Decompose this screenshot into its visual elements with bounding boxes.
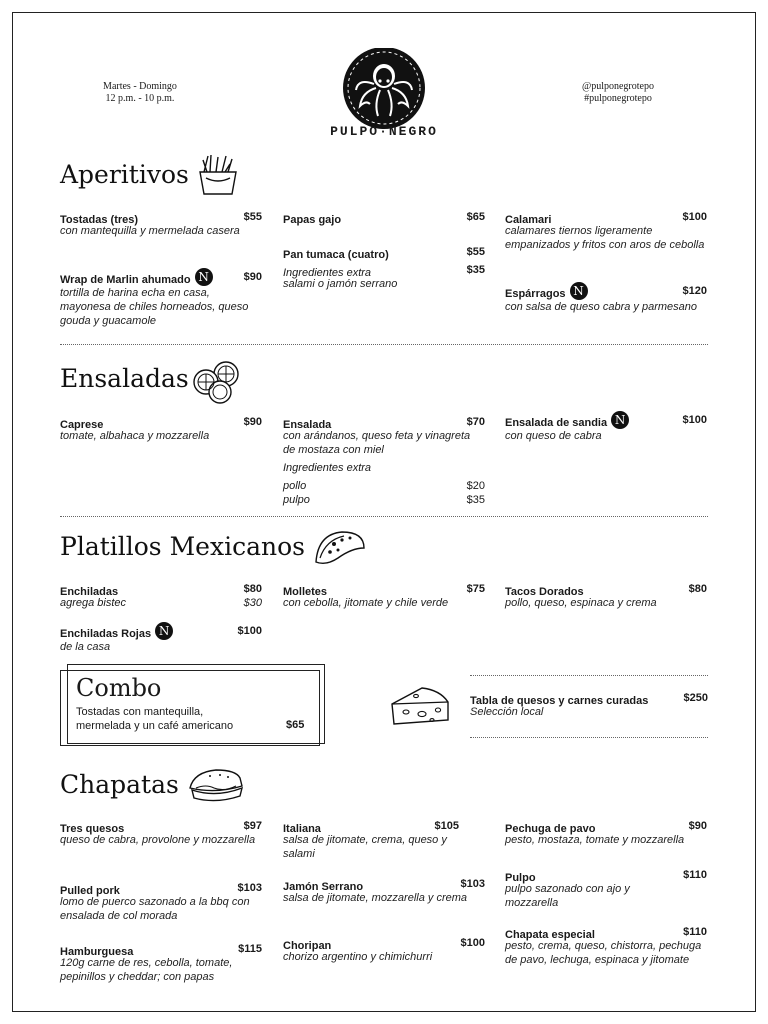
item-price: $103 xyxy=(460,878,485,890)
section-divider xyxy=(60,344,708,345)
item-desc: con arándanos, queso feta y vinagreta de mostaza con miel xyxy=(283,430,471,456)
menu-item xyxy=(470,691,708,719)
menu-item xyxy=(283,415,485,507)
item-name: Pulpo xyxy=(505,872,536,884)
menu-item xyxy=(60,624,262,654)
item-desc: salsa de jitomate, mozzarella y crema xyxy=(283,892,468,904)
item-desc: Selección local xyxy=(470,706,544,718)
section-divider xyxy=(470,675,708,676)
item-price: $55 xyxy=(243,211,262,223)
extra-name: pollo xyxy=(283,480,307,492)
addon-price: $30 xyxy=(243,597,262,609)
menu-item xyxy=(505,868,707,910)
item-price: $90 xyxy=(243,271,262,283)
menu-item xyxy=(60,210,262,238)
item-price: $80 xyxy=(688,583,707,595)
combo-price: $65 xyxy=(286,719,305,731)
item-name: Ingredientes extra xyxy=(283,267,372,279)
item-desc: tortilla de harina echa en casa, mayonesa de chiles horneados, queso gouda y guacamole xyxy=(60,287,249,327)
item-desc: salami o jamón serrano xyxy=(283,278,398,290)
section-title-ensaladas: Ensaladas xyxy=(60,364,189,393)
item-desc: salsa de jitomate, crema, queso y salami xyxy=(283,834,447,860)
signature-badge: N xyxy=(155,622,173,640)
extra-price: $20 xyxy=(466,480,485,492)
menu-item xyxy=(505,819,707,847)
item-desc: pesto, mostaza, tomate y mozzarella xyxy=(505,834,685,846)
menu-item xyxy=(60,415,262,443)
section-divider xyxy=(470,737,708,738)
menu-item xyxy=(283,210,485,224)
extra-row xyxy=(283,493,485,507)
item-name: Wrap de Marlin ahumado xyxy=(60,274,191,287)
item-name: Ensalada xyxy=(283,419,332,431)
cheese-icon xyxy=(388,684,452,728)
item-name: Pulled pork xyxy=(60,885,120,897)
menu-item xyxy=(505,284,707,314)
menu-item xyxy=(283,819,459,861)
item-price: $100 xyxy=(682,414,707,426)
menu-item-extra xyxy=(283,263,485,291)
item-desc: agrega bistec xyxy=(60,597,127,609)
item-desc: lomo de puerco sazonado a la bbq con ensalada de col morada xyxy=(60,896,250,922)
sandwich-icon xyxy=(186,764,246,804)
item-desc: con cebolla, jitomate y chile verde xyxy=(283,597,449,609)
menu-item xyxy=(60,582,262,610)
item-desc: con mantequilla y mermelada casera xyxy=(60,225,240,237)
menu-item xyxy=(283,877,485,905)
menu-item xyxy=(505,413,707,443)
section-title-aperitivos: Aperitivos xyxy=(60,160,189,189)
item-price: $103 xyxy=(237,882,262,894)
combo-desc xyxy=(76,705,276,733)
signature-badge: N xyxy=(195,268,213,286)
menu-item xyxy=(505,582,707,610)
item-name: Chapata especial xyxy=(505,929,595,941)
combo-desc-line: mermelada y un café americano xyxy=(76,720,234,732)
item-name: Molletes xyxy=(283,586,328,598)
item-desc: con queso de cabra xyxy=(505,430,602,442)
taco-icon xyxy=(312,528,368,568)
item-name: Pechuga de pavo xyxy=(505,823,596,835)
item-name: Caprese xyxy=(60,419,104,431)
item-name: Enchiladas Rojas xyxy=(60,628,152,641)
combo-title: Combo xyxy=(76,674,162,702)
section-title-mexicanos: Platillos Mexicanos xyxy=(60,532,305,561)
item-price: $110 xyxy=(683,926,707,938)
item-desc: tomate, albahaca y mozzarella xyxy=(60,430,210,442)
item-price: $90 xyxy=(688,820,707,832)
item-price: $90 xyxy=(243,416,262,428)
opening-hours xyxy=(50,81,230,105)
item-name: Tostadas (tres) xyxy=(60,214,139,226)
item-price: $35 xyxy=(466,264,485,276)
combo-desc-line: Tostadas con mantequilla, xyxy=(76,706,204,718)
item-price: $55 xyxy=(466,246,485,258)
item-price: $250 xyxy=(683,692,708,704)
menu-item xyxy=(283,245,485,259)
item-desc: pesto, crema, queso, chistorra, pechuga de pavo, lechuga, espinaca y jitomate xyxy=(505,940,702,966)
item-desc: chorizo argentino y chimichurri xyxy=(283,951,433,963)
menu-item xyxy=(60,819,262,847)
item-name: Calamari xyxy=(505,214,552,226)
social-handle: @pulponegrotepo xyxy=(582,81,654,92)
item-price: $100 xyxy=(460,937,485,949)
item-desc: pulpo sazonado con ajo y mozzarella xyxy=(505,883,630,909)
menu-item xyxy=(60,270,262,328)
brand-name: PULPO·NEGRO xyxy=(330,124,438,139)
item-name: Tacos Dorados xyxy=(505,586,584,598)
item-price: $100 xyxy=(237,625,262,637)
menu-item xyxy=(505,925,707,967)
item-desc: calamares tiernos ligeramente empanizados y fritos con aros de cebolla xyxy=(505,225,705,251)
extra-name: pulpo xyxy=(283,494,310,506)
item-name: Ensalada de sandia xyxy=(505,417,608,430)
item-name: Jamón Serrano xyxy=(283,881,364,893)
item-price: $75 xyxy=(466,583,485,595)
section-title-chapatas: Chapatas xyxy=(60,770,179,799)
item-name: Espárragos xyxy=(505,288,566,301)
menu-item xyxy=(505,210,707,252)
item-desc: con salsa de queso cabra y parmesano xyxy=(505,301,698,313)
item-name: Hamburguesa xyxy=(60,946,134,958)
item-price: $100 xyxy=(682,211,707,223)
item-name: Choripan xyxy=(283,940,332,952)
opening-days: Martes - Domingo xyxy=(103,81,177,92)
signature-badge: N xyxy=(570,282,588,300)
item-name: Italiana xyxy=(283,823,321,835)
item-desc: de la casa xyxy=(60,641,111,653)
menu-item xyxy=(283,936,485,964)
item-price: $120 xyxy=(682,285,707,297)
item-price: $110 xyxy=(683,869,707,881)
item-price: $97 xyxy=(243,820,262,832)
item-price: $65 xyxy=(466,211,485,223)
item-name: Enchiladas xyxy=(60,586,119,598)
item-price: $115 xyxy=(238,943,262,955)
tomato-slices-icon xyxy=(192,360,242,404)
item-price: $105 xyxy=(434,820,459,832)
extra-row xyxy=(283,479,485,493)
item-desc: queso de cabra, provolone y mozzarella xyxy=(60,834,256,846)
item-name: Papas gajo xyxy=(283,214,342,226)
social-handles xyxy=(528,81,708,105)
item-price: $70 xyxy=(466,416,485,428)
item-name: Tres quesos xyxy=(60,823,125,835)
social-hashtag: #pulponegrotepo xyxy=(584,93,652,104)
item-desc: 120g carne de res, cebolla, tomate, pepinillos y cheddar; con papas xyxy=(60,957,233,983)
item-price: $80 xyxy=(243,583,262,595)
signature-badge: N xyxy=(611,411,629,429)
extra-price: $35 xyxy=(466,494,485,506)
item-name: Pan tumaca (cuatro) xyxy=(283,249,389,261)
octopus-logo-icon xyxy=(340,48,428,136)
menu-item xyxy=(283,582,485,610)
menu-item xyxy=(60,942,262,984)
extra-ingredients-label: Ingredientes extra xyxy=(283,462,372,474)
section-divider xyxy=(60,516,708,517)
item-name: Tabla de quesos y carnes curadas xyxy=(470,695,649,707)
item-desc: pollo, queso, espinaca y crema xyxy=(505,597,657,609)
fries-icon xyxy=(196,154,240,196)
opening-time: 12 p.m. - 10 p.m. xyxy=(105,93,175,104)
menu-item xyxy=(60,881,262,923)
